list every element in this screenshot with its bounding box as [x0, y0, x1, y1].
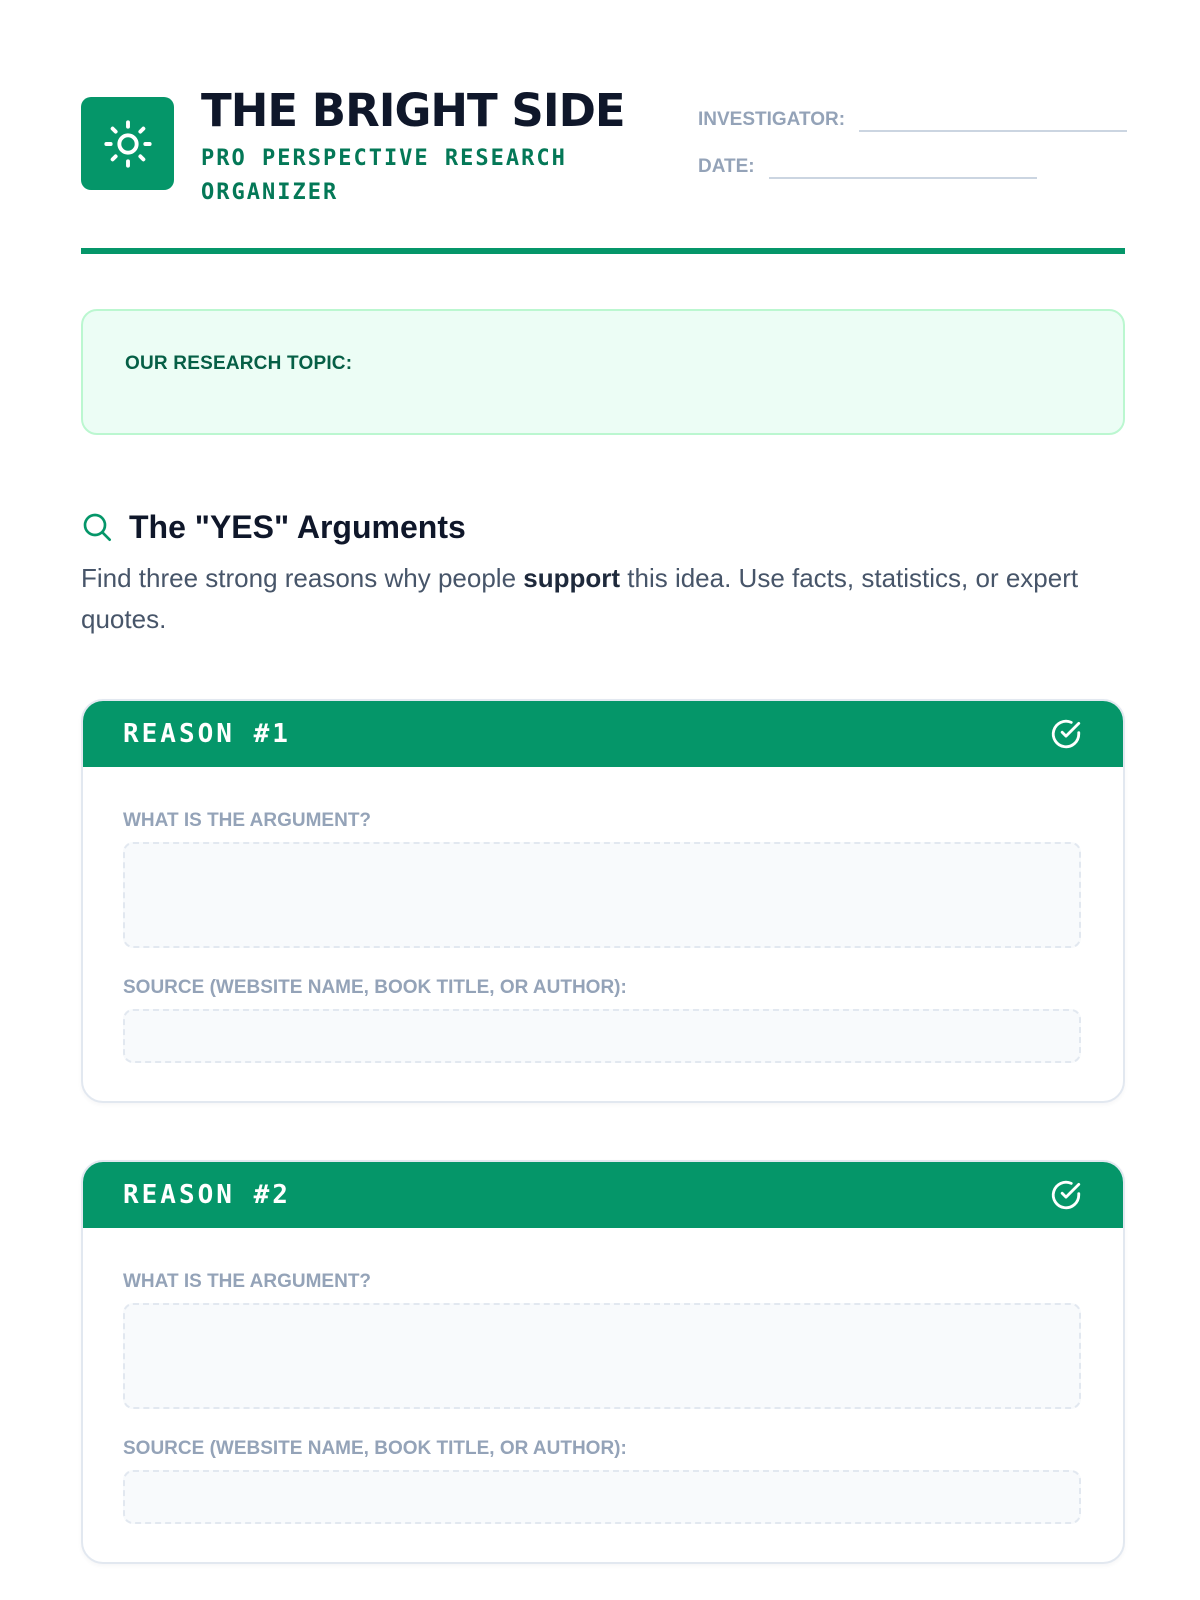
argument-label: WHAT IS THE ARGUMENT? [123, 1271, 372, 1292]
search-icon [81, 511, 113, 543]
source-label: SOURCE (WEBSITE NAME, BOOK TITLE, OR AUTHOR): [123, 977, 627, 998]
research-topic-label: OUR RESEARCH TOPIC: [125, 353, 353, 374]
check-circle-icon [1049, 717, 1083, 751]
check-circle-icon [1049, 1178, 1083, 1212]
sun-icon [102, 118, 154, 170]
research-topic-box[interactable] [81, 309, 1125, 435]
logo [81, 97, 174, 190]
argument-field[interactable] [123, 842, 1081, 948]
reason-card-header [83, 701, 1123, 767]
date-label: DATE: [698, 156, 755, 177]
source-field[interactable] [123, 1009, 1081, 1063]
worksheet-page [81, 0, 1125, 1600]
reason-title: REASON #2 [123, 1180, 291, 1210]
argument-label: WHAT IS THE ARGUMENT? [123, 810, 372, 831]
worksheet-header [81, 84, 1125, 254]
section-heading [81, 507, 466, 547]
header-divider [81, 248, 1125, 254]
description-text: Find three strong reasons why people [81, 563, 524, 593]
source-label: SOURCE (WEBSITE NAME, BOOK TITLE, OR AUTHOR): [123, 1438, 627, 1459]
date-field [698, 155, 1037, 179]
reason-card [81, 699, 1125, 1103]
section-title: The "YES" Arguments [129, 508, 466, 545]
date-line[interactable] [769, 157, 1037, 179]
reason-card [81, 1160, 1125, 1564]
page-subtitle: PRO PERSPECTIVE RESEARCH ORGANIZER [201, 146, 567, 205]
investigator-label: INVESTIGATOR: [698, 109, 846, 130]
page-title: THE BRIGHT SIDE [201, 84, 625, 137]
argument-field[interactable] [123, 1303, 1081, 1409]
section-description [81, 558, 1125, 640]
investigator-line[interactable] [859, 110, 1127, 132]
description-text-end: this idea. Use facts, statistics, or expert quotes. [81, 563, 1079, 634]
investigator-field [698, 108, 1127, 132]
reason-card-header [83, 1162, 1123, 1228]
reason-title: REASON #1 [123, 719, 291, 749]
source-field[interactable] [123, 1470, 1081, 1524]
description-emphasis: support [523, 563, 621, 593]
